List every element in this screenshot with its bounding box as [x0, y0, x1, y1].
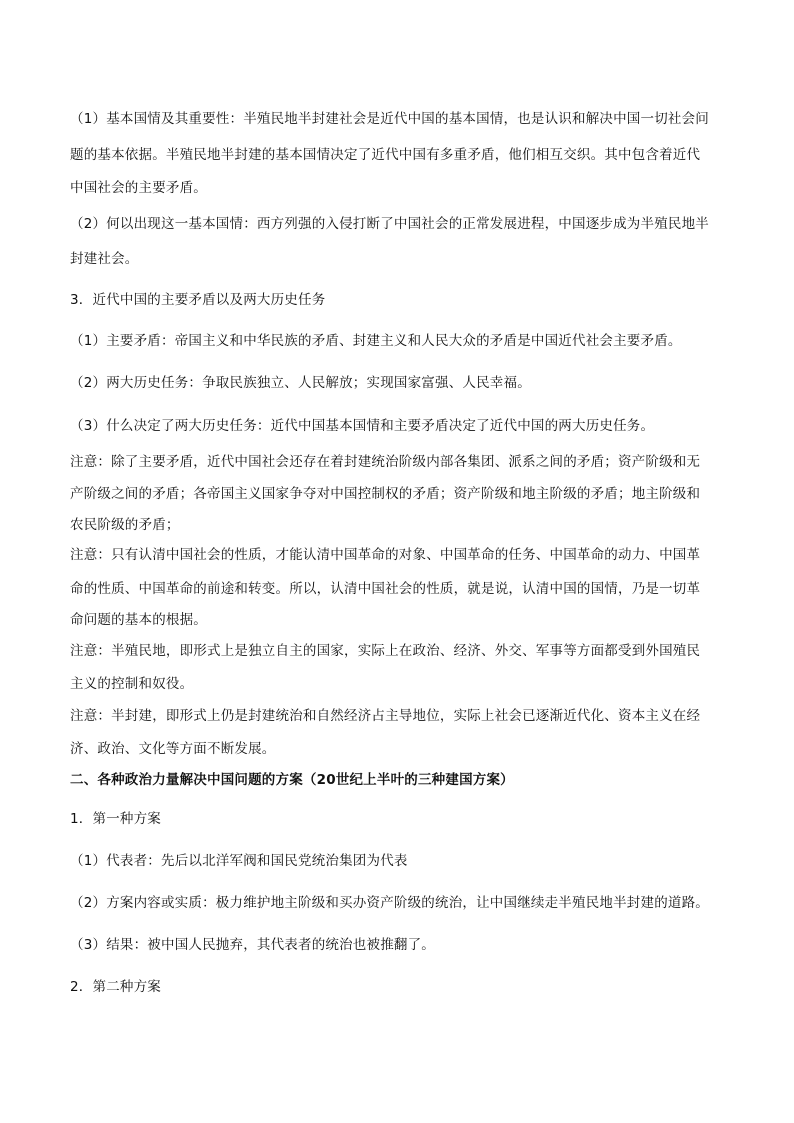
section-title: 二、各种政治力量解决中国问题的方案（20世纪上半叶的三种建国方案） [70, 772, 514, 788]
paragraph-line: （3）什么决定了两大历史任务：近代中国基本国情和主要矛盾决定了近代中国的两大历史任务。 [70, 418, 655, 434]
note-line: 注意：只有认清中国社会的性质，才能认清中国革命的对象、中国革命的任务、中国革命的动力、中国革 [70, 547, 701, 563]
section-heading: 1．第一种方案 [70, 811, 161, 827]
paragraph-line: （2）方案内容或实质：极力维护地主阶级和买办资产阶级的统治，让中国继续走半殖民地半封建的道路。 [70, 895, 709, 911]
note-line: 注意：除了主要矛盾，近代中国社会还存在着封建统治阶级内部各集团、派系之间的矛盾；资产阶级和无 [70, 454, 701, 470]
paragraph-line: （2）何以出现这一基本国情：西方列强的入侵打断了中国社会的正常发展进程，中国逐步成为半殖民地半 [70, 216, 709, 232]
paragraph-line: （3）结果：被中国人民抛弃，其代表者的统治也被推翻了。 [70, 937, 435, 953]
note-line: 产阶级之间的矛盾；各帝国主义国家争夺对中国控制权的矛盾；资产阶级和地主阶级的矛盾；地主阶级和 [70, 486, 701, 502]
note-line: 命的性质、中国革命的前途和转变。所以，认清中国社会的性质，就是说，认清中国的国情，乃是一切革 [70, 581, 701, 597]
note-line: 主义的控制和奴役。 [70, 676, 194, 692]
section-heading: 2．第二种方案 [70, 979, 161, 995]
paragraph-line: 中国社会的主要矛盾。 [70, 180, 207, 196]
note-line: 农民阶级的矛盾； [70, 517, 180, 533]
note-line: 命问题的基本的根据。 [70, 612, 207, 628]
paragraph-line: （1）基本国情及其重要性：半殖民地半封建社会是近代中国的基本国情，也是认识和解决中国一切社会问 [70, 111, 709, 127]
section-heading: 3．近代中国的主要矛盾以及两大历史任务 [70, 292, 326, 308]
note-line: 注意：半封建，即形式上仍是封建统治和自然经济占主导地位，实际上社会已逐渐近代化、资本主义在经 [70, 708, 701, 724]
paragraph-line: 题的基本依据。半殖民地半封建的基本国情决定了近代中国有多重矛盾，他们相互交织。其中包含着近代 [70, 147, 701, 163]
paragraph-line: （2）两大历史任务：争取民族独立、人民解放；实现国家富强、人民幸福。 [70, 375, 531, 391]
paragraph-line: （1）主要矛盾：帝国主义和中华民族的矛盾、封建主义和人民大众的矛盾是中国近代社会主要矛盾。 [70, 333, 682, 349]
note-line: 济、政治、文化等方面不断发展。 [70, 741, 276, 757]
paragraph-line: （1）代表者：先后以北洋军阀和国民党统治集团为代表 [70, 853, 408, 869]
note-line: 注意：半殖民地，即形式上是独立自主的国家，实际上在政治、经济、外交、军事等方面都受到外国殖民 [70, 643, 701, 659]
paragraph-line: 封建社会。 [70, 251, 139, 267]
